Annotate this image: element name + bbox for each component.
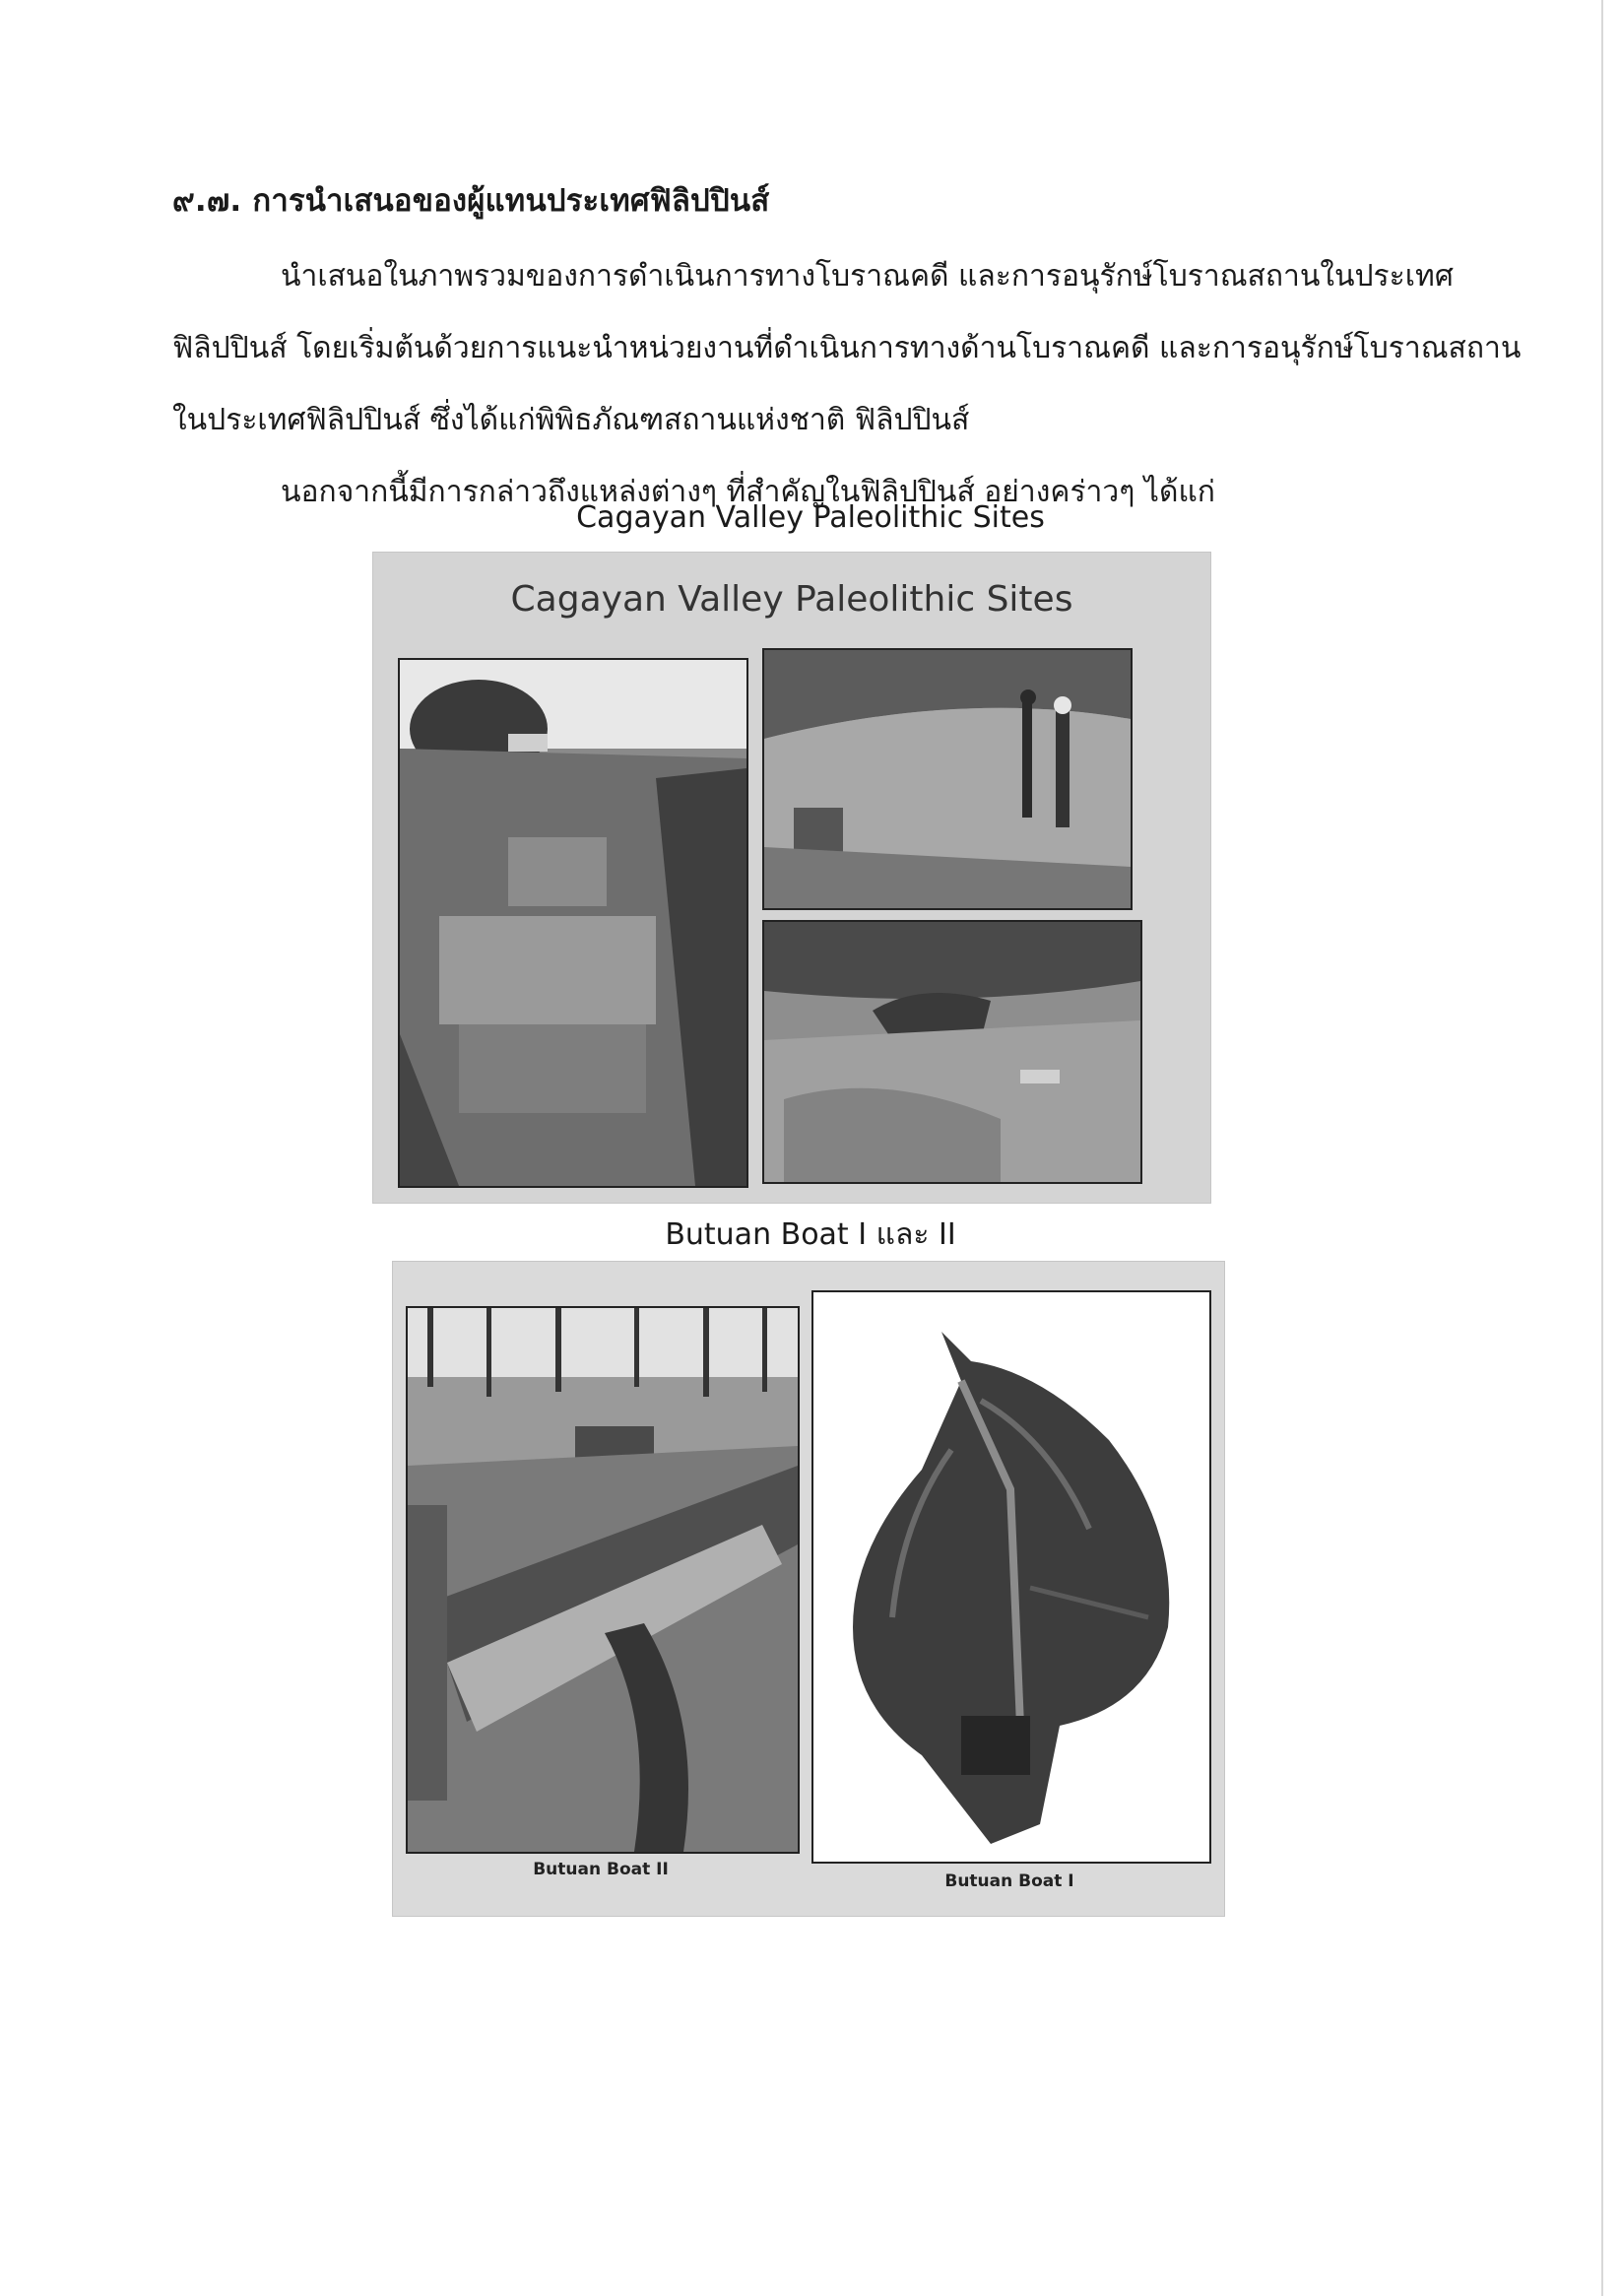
page-edge xyxy=(1601,0,1603,2296)
butuan-boat-i-photo xyxy=(811,1290,1211,1864)
paragraph-sites-intro: นอกจากนี้มีการกล่าวถึงแหล่งต่างๆ ที่สำคัญในฟิลิปปินส์ อย่างคร่าวๆ ได้แก่ xyxy=(281,475,1215,509)
site-survey-photo xyxy=(762,648,1133,910)
figure2-caption: Butuan Boat I และ II xyxy=(665,1217,956,1252)
paragraph-line: ในประเทศฟิลิปปินส์ ซึ่งได้แก่พิพิธภัณฑสถานแห่งชาติ ฟิลิปปินส์ xyxy=(172,403,970,437)
figure1-caption: Cagayan Valley Paleolithic Sites xyxy=(576,500,1045,535)
paragraph-line: ฟิลิปปินส์ โดยเริ่มต้นด้วยการแนะนำหน่วยงานที่ดำเนินการทางด้านโบราณคดี และการอนุรักษ์โบราณสถาน xyxy=(172,331,1522,365)
excavation-trench-photo xyxy=(398,658,748,1188)
figure1-slide-title: Cagayan Valley Paleolithic Sites xyxy=(510,579,1073,620)
butuan-boat-ii-excavation-photo xyxy=(406,1306,800,1854)
paragraph-line: นำเสนอในภาพรวมของการดำเนินการทางโบราณคดี และการอนุรักษ์โบราณสถานในประเทศ xyxy=(281,259,1454,294)
paragraph-overview xyxy=(172,240,1522,528)
butuan-boat-i-label: Butuan Boat I xyxy=(944,1871,1074,1891)
figure1-slide xyxy=(372,552,1211,1204)
butuan-boat-ii-label: Butuan Boat II xyxy=(533,1860,669,1879)
figure2-slide xyxy=(392,1261,1225,1917)
section-heading: ๙.๗. การนำเสนอของผู้แทนประเทศฟิลิปปินส์ xyxy=(172,183,770,219)
stone-artifact-photo xyxy=(762,920,1142,1184)
